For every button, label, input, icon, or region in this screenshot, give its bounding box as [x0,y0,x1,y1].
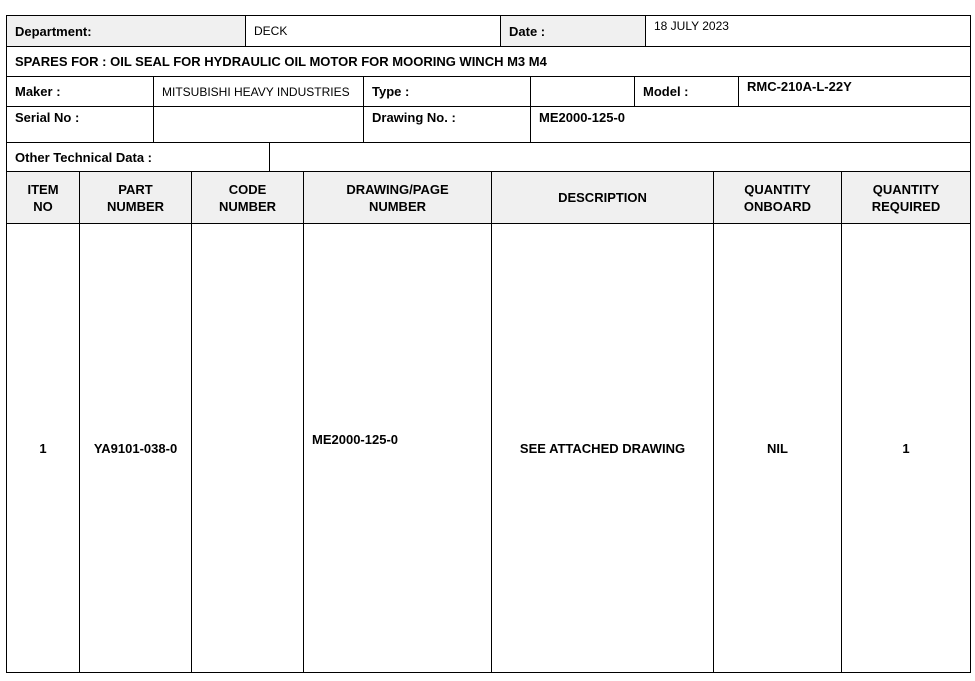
maker-value: MITSUBISHI HEAVY INDUSTRIES [154,77,364,107]
col-header-description: DESCRIPTION [492,172,714,224]
col-header-quantity-required: QUANTITY REQUIRED [842,172,970,224]
code-number-cell [192,224,304,672]
model-value: RMC-210A-L-22Y [739,77,970,107]
col-header-quantity-onboard: QUANTITY ONBOARD [714,172,842,224]
serial-label: Serial No : [7,107,154,143]
serial-value [154,107,364,143]
department-value: DECK [246,16,501,47]
drawing-no-value: ME2000-125-0 [531,107,970,143]
quantity-onboard-cell: NIL [714,224,842,672]
maker-label: Maker : [7,77,154,107]
date-label: Date : [501,16,646,47]
quantity-required-cell: 1 [902,440,910,456]
model-label: Model : [635,77,739,107]
spares-requisition-form [6,15,971,673]
col-header-part-number: PART NUMBER [80,172,192,224]
spares-for-title: SPARES FOR : OIL SEAL FOR HYDRAULIC OIL MOTOR FOR MOORING WINCH M3 M4 [7,47,970,77]
item-no-cell: 1 [7,224,80,672]
drawing-page-number-cell: ME2000-125-0 [304,224,492,672]
description-cell: SEE ATTACHED DRAWING [492,224,714,672]
date-value: 18 JULY 2023 [646,16,970,47]
other-technical-data-label: Other Technical Data : [7,143,270,172]
part-number-cell: YA9101-038-0 [80,224,192,672]
type-value [531,77,635,107]
type-label: Type : [364,77,531,107]
department-label: Department: [7,16,246,47]
col-header-item-no: ITEM NO [7,172,80,224]
col-header-drawing-page-number: DRAWING/PAGE NUMBER [304,172,492,224]
col-header-code-number: CODE NUMBER [192,172,304,224]
drawing-no-label: Drawing No. : [364,107,531,143]
other-technical-data-value [270,143,970,172]
